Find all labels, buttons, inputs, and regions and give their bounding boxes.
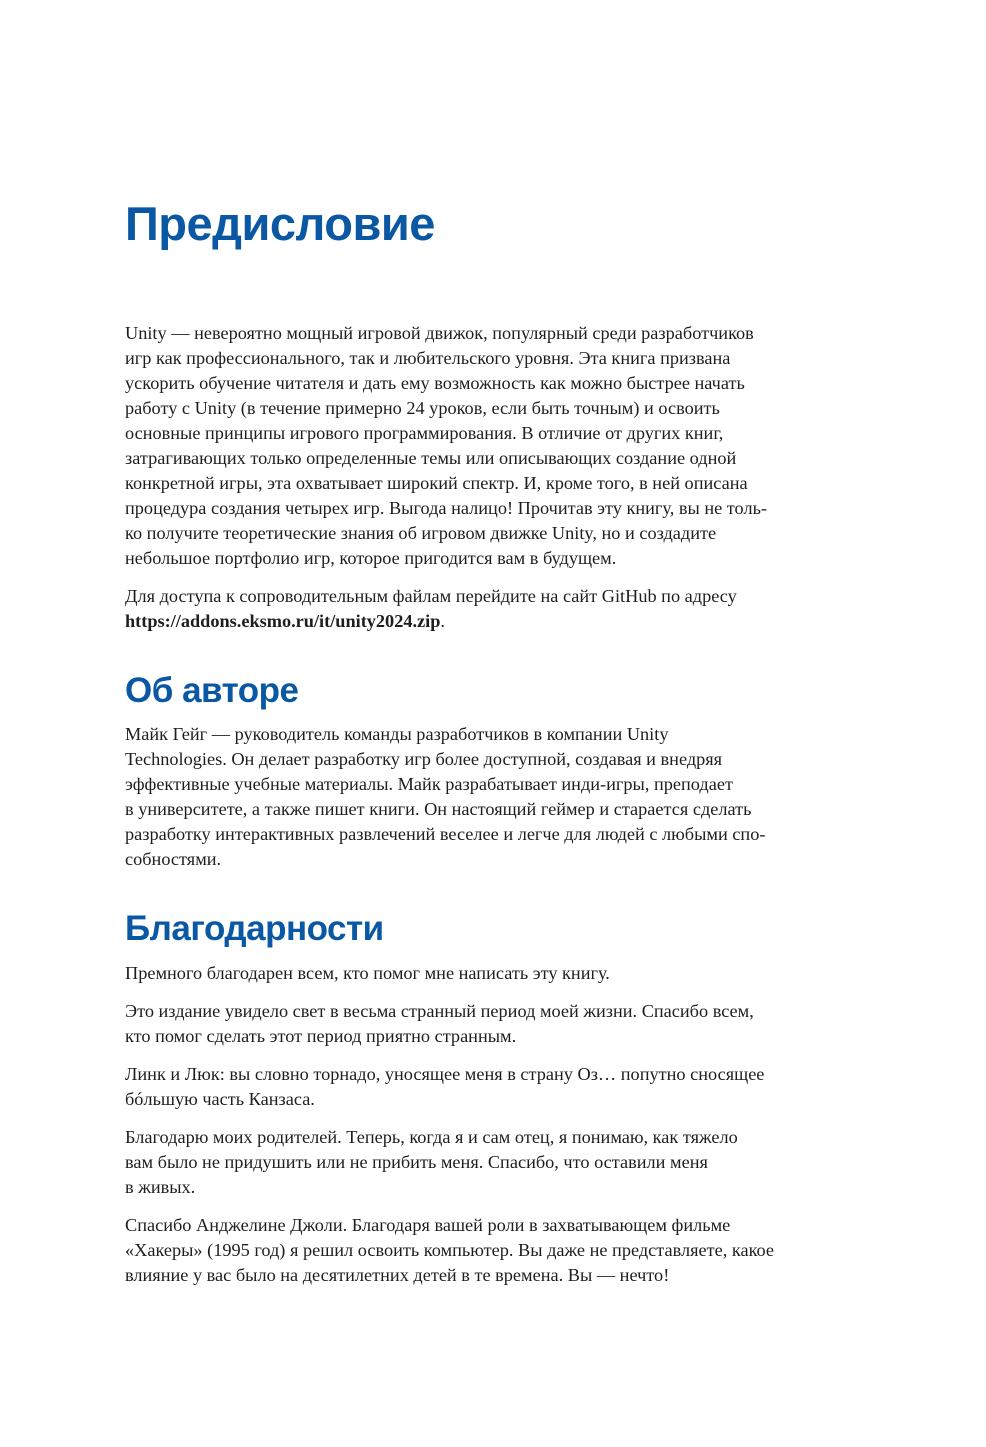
text-line: вам было не придушить или не прибить меня. Спасибо, что оставили меня [125, 1152, 708, 1172]
text-line: Линк и Люк: вы словно торнадо, уносящее меня в страну Оз… попутно сносящее [125, 1064, 765, 1084]
text-line: в живых. [125, 1177, 196, 1197]
text-line: разработку интерактивных развлечений веселее и легче для людей с любыми спо- [125, 824, 766, 844]
text-line: в университете, а также пишет книги. Он настоящий геймер и старается сделать [125, 799, 752, 819]
download-link[interactable]: https://addons.eksmo.ru/it/unity2024.zip [125, 611, 441, 631]
text-line: Technologies. Он делает разработку игр более доступной, создавая и внедряя [125, 749, 723, 769]
preface-paragraph-1 [125, 321, 767, 571]
about-paragraph [125, 722, 765, 872]
text-line: эффективные учебные материалы. Майк разрабатывает инди-игры, преподает [125, 774, 733, 794]
about-section [125, 668, 765, 872]
text-line: Премного благодарен всем, кто помог мне написать эту книгу. [125, 963, 610, 983]
thanks-paragraph [125, 1125, 774, 1200]
text-line [125, 609, 767, 634]
text-line: «Хакеры» (1995 год) я решил освоить компьютер. Вы даже не представляете, какое [125, 1240, 775, 1260]
text-line: ускорить обучение читателя и дать ему возможность как можно быстрее начать [125, 373, 745, 393]
thanks-paragraph [125, 999, 774, 1049]
text-line: собностями. [125, 849, 222, 869]
preface-heading: Предисловие [125, 197, 435, 250]
text-line: влияние у вас было на десятилетних детей в те времена. Вы — нечто! [125, 1265, 670, 1285]
text-line: бóльшую часть Канзаса. [125, 1089, 315, 1109]
text-line: Майк Гейг — руководитель команды разработчиков в компании Unity [125, 724, 669, 744]
text-line: Это издание увидело свет в весьма странный период моей жизни. Спасибо всем, [125, 1001, 754, 1021]
about-heading: Об авторе [125, 671, 299, 710]
text-line: основные принципы игрового программирования. В отличие от других книг, [125, 423, 724, 443]
text-line: кто помог сделать этот период приятно странным. [125, 1026, 517, 1046]
link-period: . [440, 611, 445, 631]
thanks-paragraph [125, 1062, 774, 1112]
text-line: ко получите теоретические знания об игровом движке Unity, но и создадите [125, 523, 717, 543]
thanks-paragraph [125, 961, 774, 986]
preface-section [125, 321, 767, 634]
text-line: игр как профессионального, так и любительского уровня. Эта книга призвана [125, 348, 731, 368]
text-line: Для доступа к сопроводительным файлам перейдите на сайт GitHub по адресу [125, 586, 737, 606]
text-line: Спасибо Анджелине Джоли. Благодаря вашей роли в захватывающем фильме [125, 1215, 731, 1235]
thanks-paragraph [125, 1213, 774, 1288]
text-line: небольшое портфолио игр, которое пригодится вам в будущем. [125, 548, 617, 568]
thanks-section [125, 906, 774, 1288]
text-line: Благодарю моих родителей. Теперь, когда я и сам отец, я понимаю, как тяжело [125, 1127, 738, 1147]
text-line: процедура создания четырех игр. Выгода налицо! Прочитав эту книгу, вы не толь- [125, 498, 767, 518]
text-line: конкретной игры, эта охватывает широкий спектр. И, кроме того, в ней описана [125, 473, 748, 493]
text-line: затрагивающих только определенные темы или описывающих создание одной [125, 448, 737, 468]
thanks-heading: Благодарности [125, 909, 384, 948]
text-line: работу с Unity (в течение примерно 24 уроков, если быть точным) и освоить [125, 398, 720, 418]
preface-paragraph-2 [125, 584, 767, 634]
text-line: Unity — невероятно мощный игровой движок, популярный среди разработчиков [125, 323, 754, 343]
